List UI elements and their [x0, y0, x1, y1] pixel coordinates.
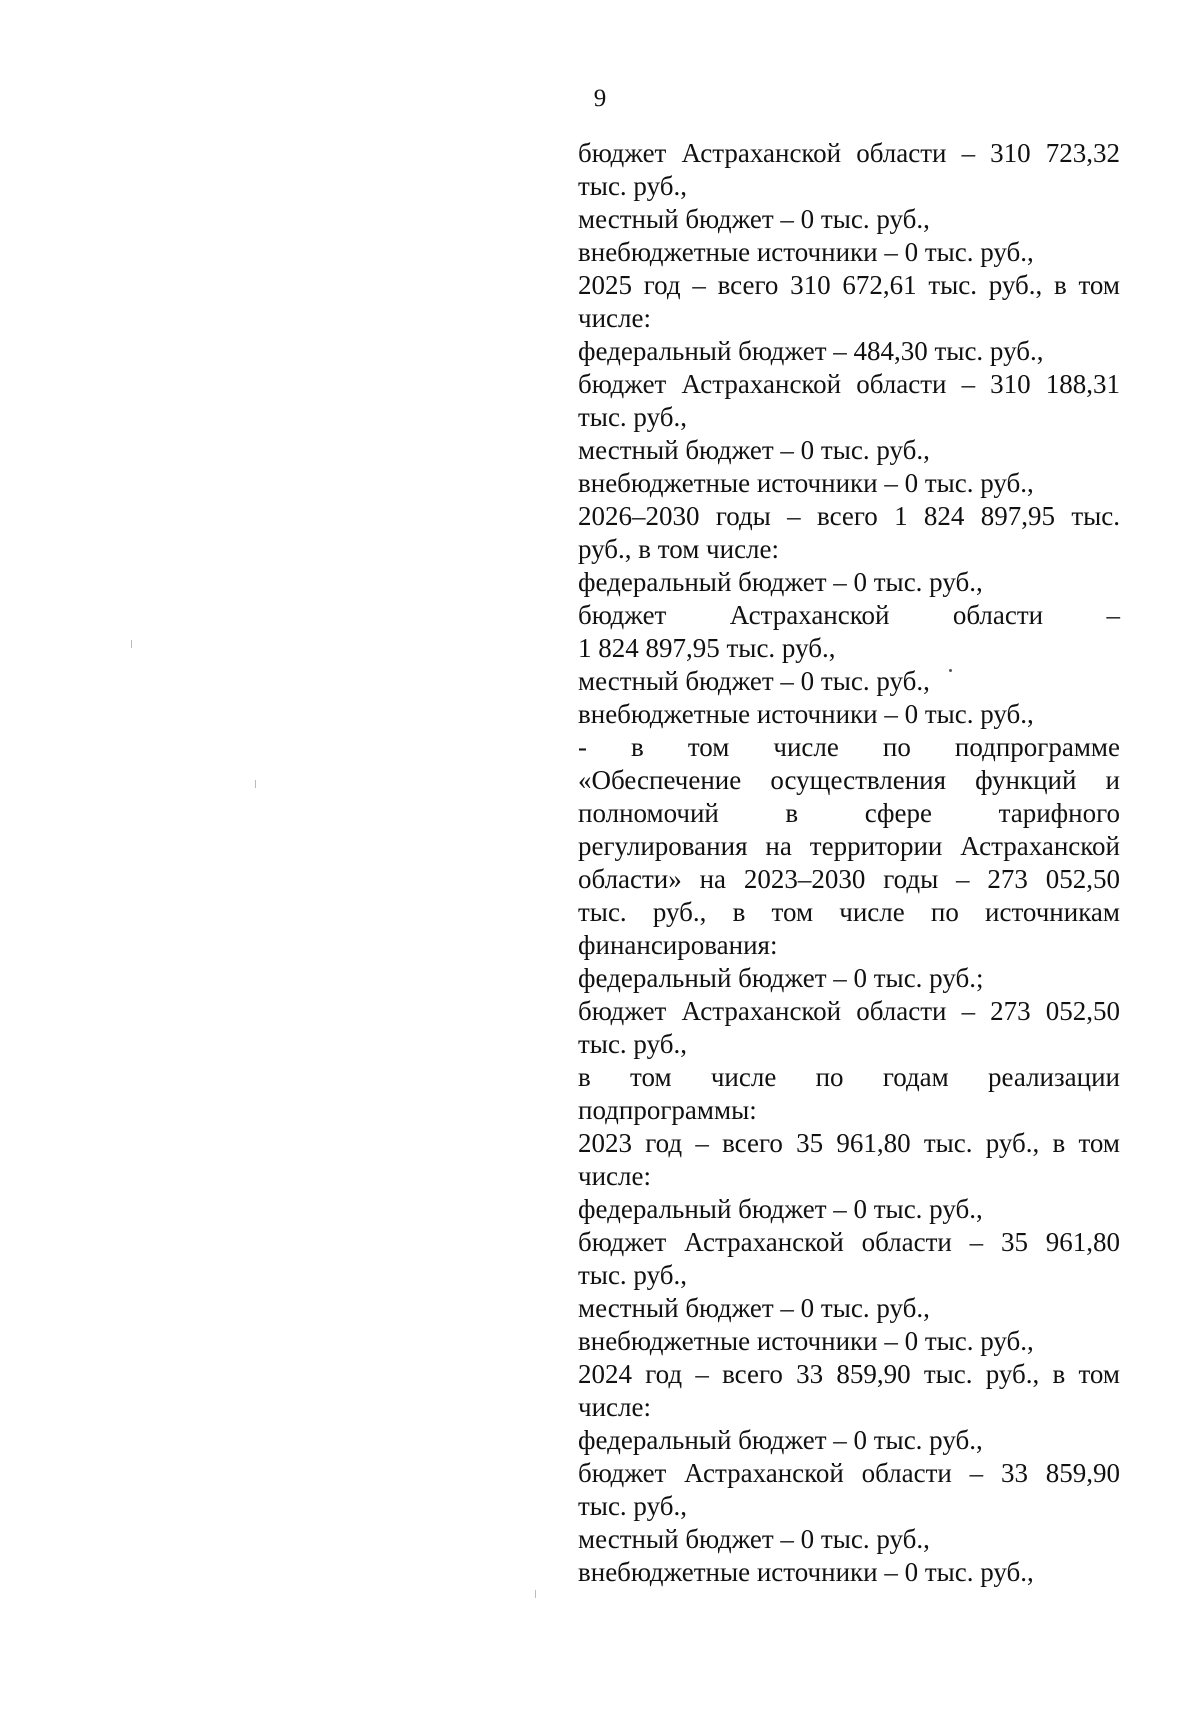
text-line: «Обеспечение осуществления функций и — [578, 765, 1120, 795]
text-line: финансирования: — [578, 930, 778, 960]
text-line: местный бюджет – 0 тыс. руб., — [578, 666, 930, 696]
text-line: числе: — [578, 1392, 651, 1422]
text-line: тыс. руб., — [578, 1260, 687, 1290]
text-line: тыс. руб., в том числе по источникам — [578, 897, 1120, 927]
text-line: федеральный бюджет – 0 тыс. руб., — [578, 1194, 983, 1224]
scan-edge-mark — [255, 780, 256, 788]
text-line: внебюджетные источники – 0 тыс. руб., — [578, 1326, 1034, 1356]
text-line: подпрограммы: — [578, 1095, 757, 1125]
text-line: бюджет Астраханской области – — [578, 600, 1120, 630]
text-line: внебюджетные источники – 0 тыс. руб., — [578, 468, 1034, 498]
text-line: местный бюджет – 0 тыс. руб., — [578, 1293, 930, 1323]
text-line: местный бюджет – 0 тыс. руб., — [578, 204, 930, 234]
text-line: тыс. руб., — [578, 402, 687, 432]
text-line: местный бюджет – 0 тыс. руб., — [578, 435, 930, 465]
text-column — [578, 137, 1120, 1589]
text-line: федеральный бюджет – 484,30 тыс. руб., — [578, 336, 1044, 366]
text-line: области» на 2023–2030 годы – 273 052,50 — [578, 864, 1120, 894]
text-line: числе: — [578, 303, 651, 333]
text-line: 2024 год – всего 33 859,90 тыс. руб., в том — [578, 1359, 1120, 1389]
text-line: тыс. руб., — [578, 1029, 687, 1059]
scan-edge-mark — [131, 640, 132, 648]
text-line: федеральный бюджет – 0 тыс. руб., — [578, 567, 983, 597]
text-line: числе: — [578, 1161, 651, 1191]
text-line: бюджет Астраханской области – 273 052,50 — [578, 996, 1120, 1026]
text-line: в том числе по годам реализации — [578, 1062, 1120, 1092]
text-line: федеральный бюджет – 0 тыс. руб., — [578, 1425, 983, 1455]
text-line: 2025 год – всего 310 672,61 тыс. руб., в том — [578, 270, 1120, 300]
text-line: внебюджетные источники – 0 тыс. руб., — [578, 699, 1034, 729]
text-line: 1 824 897,95 тыс. руб., — [578, 633, 836, 663]
text-line: бюджет Астраханской области – 35 961,80 — [578, 1227, 1120, 1257]
text-line: 2023 год – всего 35 961,80 тыс. руб., в том — [578, 1128, 1120, 1158]
text-line: - в том числе по подпрограмме — [578, 732, 1120, 762]
text-line: регулирования на территории Астраханской — [578, 831, 1120, 861]
text-line: руб., в том числе: — [578, 534, 780, 564]
page-number: 9 — [593, 85, 607, 112]
text-line: внебюджетные источники – 0 тыс. руб., — [578, 237, 1034, 267]
scan-speck — [949, 669, 952, 672]
text-line: местный бюджет – 0 тыс. руб., — [578, 1524, 930, 1554]
text-line: внебюджетные источники – 0 тыс. руб., — [578, 1557, 1034, 1587]
scan-edge-mark — [535, 1590, 536, 1598]
text-line: 2026–2030 годы – всего 1 824 897,95 тыс. — [578, 501, 1120, 531]
text-line: бюджет Астраханской области – 33 859,90 — [578, 1458, 1120, 1488]
text-line: бюджет Астраханской области – 310 723,32 — [578, 138, 1120, 168]
text-line: федеральный бюджет – 0 тыс. руб.; — [578, 963, 984, 993]
text-line: бюджет Астраханской области – 310 188,31 — [578, 369, 1120, 399]
text-line: тыс. руб., — [578, 1491, 687, 1521]
text-line: тыс. руб., — [578, 171, 687, 201]
text-line: полномочий в сфере тарифного — [578, 798, 1120, 828]
